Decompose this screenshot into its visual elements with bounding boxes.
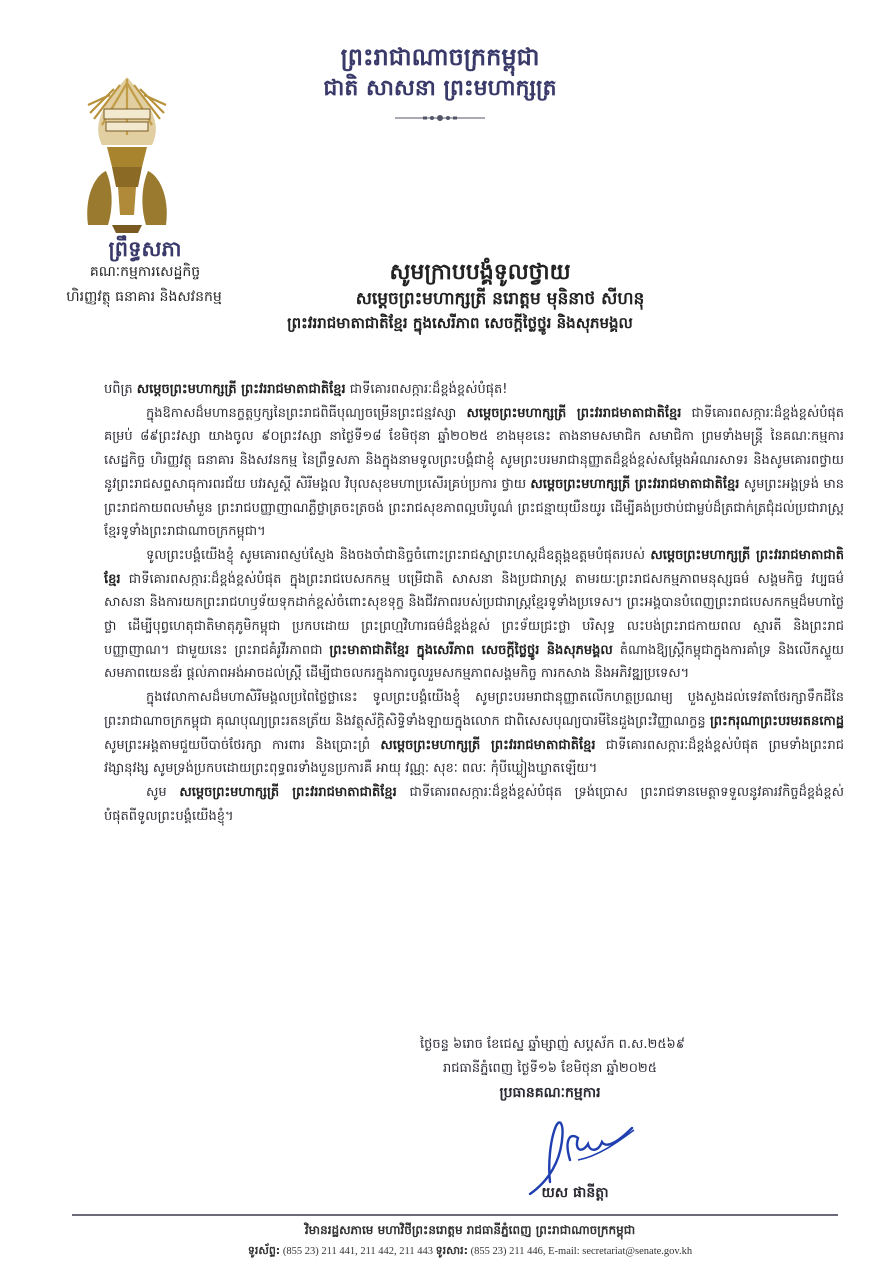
paragraph-gratitude (104, 544, 844, 686)
fax-number: (855 23) 211 446, (470, 1246, 546, 1257)
bold-royal-title: ព្រះមាតាជាតិខ្មែរ ក្នុងសេរីភាព សេចក្ដីថ្លៃថ្នូរ និងសុភមង្គល (329, 642, 613, 658)
commission-name-line1: គណៈកម្មការសេដ្ឋកិច្ច (89, 264, 201, 280)
footer-address: វិមានរដ្ឋសភាមេ មហាវិថីព្រះនរោត្តម រាជធានីភ្នំពេញ ព្រះរាជាណាចក្រកម្ពុជា (304, 1223, 636, 1237)
national-motto: ជាតិ សាសនា ព្រះមហាក្សត្រ (323, 76, 557, 101)
letter-body (104, 378, 844, 828)
text-run: សូមព្រះអង្គតាមជួយបីបាច់ថែរក្សា ការពារ និងប្រោះព្រំ (104, 737, 381, 753)
paragraph-blessings (104, 686, 844, 781)
letter-addressee: សម្ដេចព្រះមហាក្សត្រី នរោត្តម មុនិនាថ សីហនុ (355, 289, 645, 309)
text-run: សូមព្រះអង្គទ្រង់ មានព្រះរាជកាយពលមាំមួន ព្រះរាជបញ្ញាញាណភ្លឺថ្លាត្រចះត្រចង់ ព្រះរាជសុខភាពល្អបរិបូណ៌ ព្រះជន្មាយុយឺនយូរ ដើម្បីគង់ប្រថាប់ជាម្លប់ដ៏ត្រជាក់ត្រជុំដល់ប្រជារាស្ត្រខ្មែរទូទាំងព្រះរាជាណាចក្រកម្ពុជា។ (104, 476, 844, 540)
bold-royal-name: សម្ដេចព្រះមហាក្សត្រី ព្រះវររាជមាតាជាតិខ្មែរ (136, 382, 346, 397)
text-run: ទូលព្រះបង្គំយើងខ្ញុំ សូមគោរពស្ញប់ស្ញែង និងចងចាំជានិច្ចចំពោះព្រះរាជស្នាព្រះហស្ដដ៏ឧត្ដុង្គឧត្ដមបំផុតរបស់ (146, 547, 651, 563)
text-run: ជាទីគោរពសក្ការៈដ៏ខ្ពង់ខ្ពស់បំផុត ទ្រង់ប្រោស ព្រះរាជទានមេត្តាទទួលនូវគារវកិច្ចដ៏ខ្ពង់ខ្ពស់បំផុតពីទូលព្រះបង្គំយើងខ្ញុំ។ (104, 784, 844, 824)
text-run: ជាទីគោរពសក្ការៈដ៏ខ្ពង់ខ្ពស់បំផុត ក្នុងព្រះរាជបេសកកម្ម បម្រើជាតិ សាសនា និងប្រជារាស្ត្រ តាមរយៈព្រះរាជសកម្មភាពមនុស្សធម៌ សង្គមកិច្ច វប្បធម៌ សាសនា និងការយកព្រះរាជហឫទ័យទុកដាក់ខ្ពស់ចំពោះសុខទុក្ខ និងជីវភាពរបស់ប្រជារាស្ត្រខ្មែរទូទាំងប្រទេស។ ព្រះអង្គបានបំពេញព្រះរាជបេសកកម្មដ៏មហាថ្លៃថ្លា ដើម្បីបុព្វហេតុជាតិមាតុភូមិកម្ពុជា ប្រកបដោយ ព្រះព្រហ្មវិហារធម៌ដ៏ខ្ពង់ខ្ពស់ ព្រះទ័យជ្រះថ្លា បរិសុទ្ធ លះបង់ព្រះរាជកាយពល ស្មារតី និងព្រះរាជបញ្ញាញាណ។ ជាមួយនេះ ព្រះរាជគំរូវីរភាពជា (104, 571, 844, 658)
addressee-royal-title: ព្រះវររាជមាតាជាតិខ្មែរ ក្នុងសេរីភាព សេចក្ដីថ្លៃថ្នូរ និងសុភមង្គល (287, 314, 633, 332)
phone-numbers: (855 23) 211 441, 211 442, 211 443 (282, 1246, 434, 1257)
letter-title: សូមក្រាបបង្គំទូលថ្វាយ (389, 260, 571, 285)
footer-divider (72, 1214, 838, 1216)
bold-late-king-name: ព្រះករុណាព្រះបរមរតនកោដ្ឋ (709, 713, 844, 729)
lunar-date: ថ្ងៃចន្ទ ៦រោច ខែជេស្ឋ ឆ្នាំម្សាញ់ សប្តស័ក ព.ស.២៥៦៩ (420, 1037, 685, 1052)
text-run: ជាទីគោរពសក្ការៈដ៏ខ្ពង់ខ្ពស់បំផុត គម្រប់ ៨៩ព្រះវស្សា យាងចូល ៩០ព្រះវស្សា នាថ្ងៃទី១៨ ខែមិថុនា ឆ្នាំ២០២៥ ខាងមុខនេះ តាងនាមសមាជិក សមាជិកា ព្រមទាំងមន្ត្រី នៃគណៈកម្មការសេដ្ឋកិច្ច ហិរញ្ញវត្ថុ ធនាគារ និងសវនកម្ម នៃព្រឹទ្ធសភា និងក្នុងនាមទូលព្រះបង្គំជាខ្ញុំ សូមព្រះបរមរាជានុញ្ញាតដ៏ខ្ពង់ខ្ពស់សម្ដែងអំណរសាទរ និងសូមគោរពថ្វាយនូវព្រះរាជសព្ទសាធុការពរជ័យ បវរសួស្ដី សិរីមង្គល វិបុលសុខមហាប្រសើរគ្រប់ប្រការ ថ្វាយ (104, 405, 844, 492)
bold-royal-name: សម្ដេចព្រះមហាក្សត្រី ព្រះវររាជមាតាជាតិខ្មែរ (466, 405, 682, 421)
text-run: បពិត្រ (104, 382, 137, 397)
paragraph-salutation (104, 378, 844, 402)
footer-contact (120, 1244, 820, 1260)
bold-royal-name: សម្ដេចព្រះមហាក្សត្រី ព្រះវររាជមាតាជាតិខ្មែរ (530, 476, 740, 492)
senate-emblem-icon (82, 75, 172, 235)
paragraph-closing (104, 781, 844, 828)
text-run: តំណាងឱ្យស្ត្រីកម្ពុជាក្នុងការគាំទ្រ និងលើកស្ទួយសមភាពយេនឌ័រ ផ្ដល់ភាពអង់អាចដល់ស្ត្រី ដើម្បីជាចលករក្នុងការចូលរួមសកម្មភាពសង្គមកិច្ច ការកសាង និងអភិវឌ្ឍប្រទេស។ (104, 642, 844, 682)
text-run: ជាទីគោរពសក្ការៈដ៏ខ្ពង់ខ្ពស់បំផុត ព្រមទាំងព្រះរាជវង្សានុវង្ស សូមទ្រង់ប្រកបដោយព្រះពុទ្ធពរទាំងបួនប្រការគឺ អាយុ វណ្ណៈ សុខៈ ពលៈ កុំបីឃ្លៀងឃ្លាតឡើយ។ (104, 737, 844, 777)
bold-royal-name: សម្ដេចព្រះមហាក្សត្រី ព្រះវររាជមាតាជាតិខ្មែរ (179, 784, 397, 800)
signer-position: ប្រធានគណៈកម្មការ (499, 1085, 601, 1101)
bold-royal-name: សម្ដេចព្រះមហាក្សត្រី ព្រះវររាជមាតាជាតិខ្មែរ (104, 547, 844, 587)
kingdom-heading: ព្រះរាជាណាចក្រកម្ពុជា (340, 43, 540, 71)
text-run: ក្នុងវេលាកាសដ៏មហាសិរីមង្គលប្រពៃថ្លៃថ្លានេះ ទូលព្រះបង្គំយើងខ្ញុំ សូមព្រះបរមរាជានុញ្ញាតលើកហត្ថប្រណម្យ បួងសួងដល់ទេវតាថែរក្សាទឹកដីនៃព្រះរាជាណាចក្រកម្ពុជា គុណបុណ្យព្រះរតនត្រ័យ និងវត្ថុស័ក្តិសិទ្ធិទាំងឡាយក្នុងលោក ជាពិសេសបុណ្យបារមីនៃដួងព្រះវិញ្ញាណក្ខន្ធ (104, 690, 844, 729)
fax-label: ទូរសារ: (435, 1244, 469, 1257)
solar-date: រាជធានីភ្នំពេញ ថ្ងៃទី១៦ ខែមិថុនា ឆ្នាំ២០២៥ (443, 1061, 657, 1076)
paragraph-birthday-wishes (104, 402, 844, 544)
commission-name-line2: ហិរញ្ញវត្ថុ ធនាគារ និងសវនកម្ម (66, 289, 222, 305)
divider-ornament-icon (395, 113, 485, 123)
text-run: ជាទីគោរពសក្ការៈដ៏ខ្ពង់ខ្ពស់បំផុត! (345, 382, 508, 397)
text-run: សូម (146, 784, 180, 800)
signer-name: យស ផានីត្តា (541, 1185, 609, 1201)
senate-name: ព្រឹទ្ធសភា (108, 237, 182, 261)
email-address[interactable]: E-mail: secretariat@senate.gov.kh (548, 1246, 693, 1257)
bold-royal-name: សម្ដេចព្រះមហាក្សត្រី ព្រះវររាជមាតាជាតិខ្មែរ (380, 737, 596, 753)
text-run: ក្នុងឱកាសដ៏មហានក្ខត្តឫក្សនៃព្រះរាជពិធីបុណ្យចម្រើនព្រះជន្មវស្សា (146, 405, 467, 421)
phone-label: ទូរស័ព្ទ: (247, 1244, 281, 1257)
